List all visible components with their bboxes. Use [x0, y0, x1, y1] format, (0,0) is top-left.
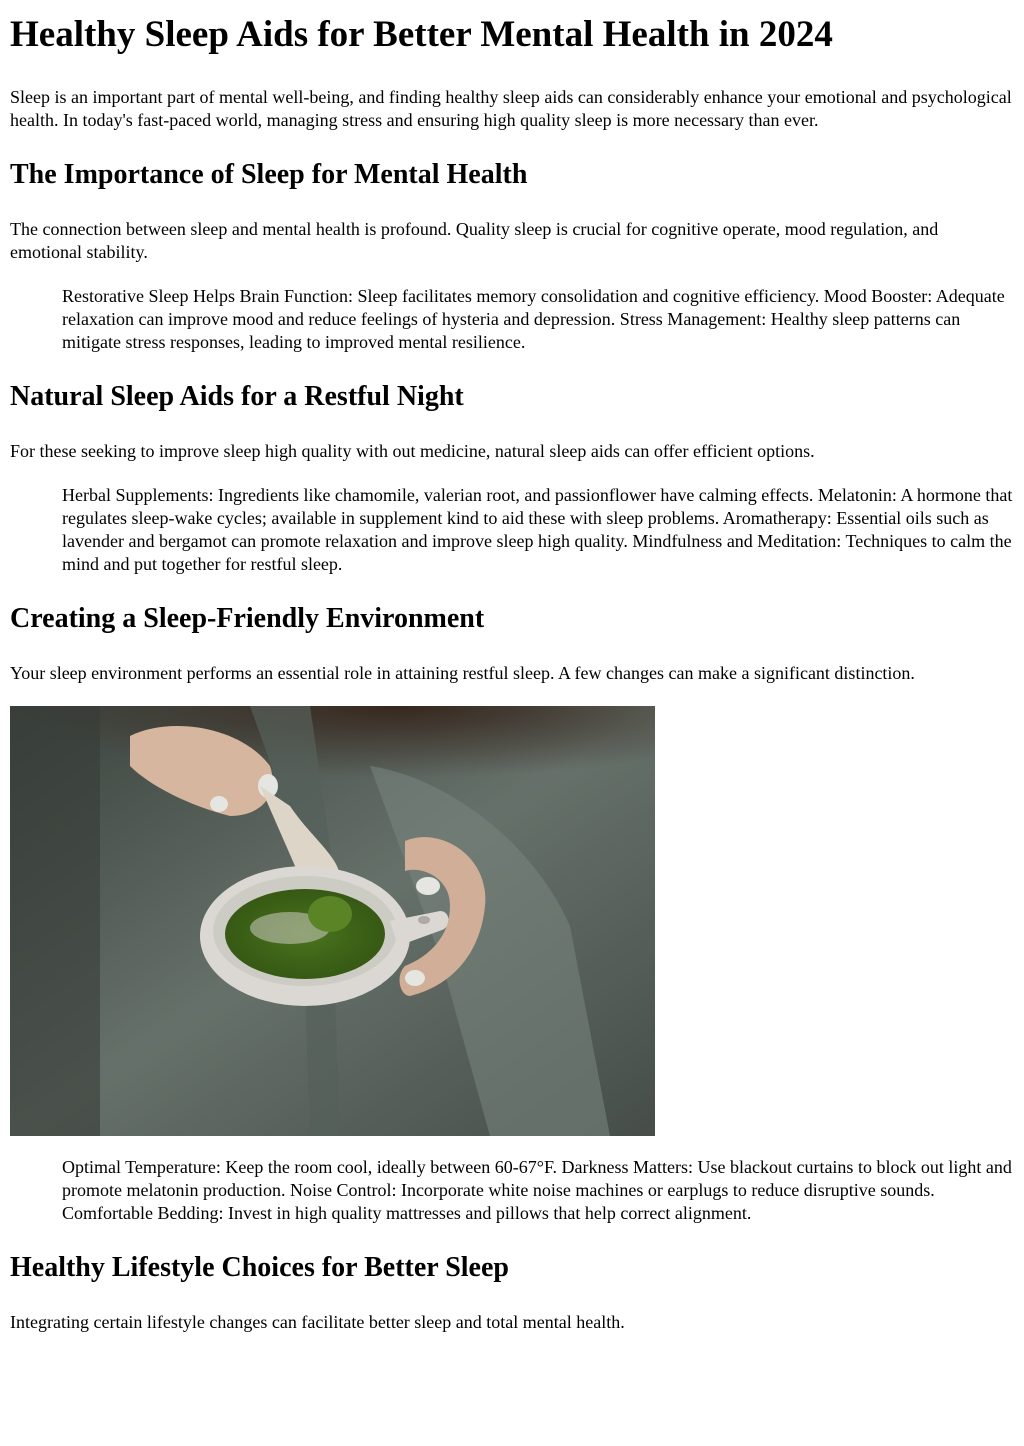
- section-quote-importance: Restorative Sleep Helps Brain Function: Sleep facilitates memory consolidation and cognitive efficiency. Mood Booster: Adequate relaxation can improve mood and reduce feelings of hysteria and depression. Stress Management: Healthy sleep patterns can mitigate stress responses, leading to improved mental resilience.: [62, 286, 1005, 352]
- section-heading-natural-aids: Natural Sleep Aids for a Restful Night: [10, 381, 464, 412]
- section-paragraph-natural-aids: For these seeking to improve sleep high quality with out medicine, natural sleep aids can offer efficient options.: [10, 441, 815, 461]
- section-paragraph-environment: Your sleep environment performs an essential role in attaining restful sleep. A few changes can make a significant distinction.: [10, 663, 915, 683]
- section-paragraph-lifestyle: Integrating certain lifestyle changes can facilitate better sleep and total mental health.: [10, 1312, 625, 1332]
- section-heading-importance: The Importance of Sleep for Mental Health: [10, 159, 528, 190]
- section-quote-natural-aids: Herbal Supplements: Ingredients like chamomile, valerian root, and passionflower have calming effects. Melatonin: A hormone that regulates sleep-wake cycles; available in supplement kind to aid these with sleep problems. Aromatherapy: Essential oils such as lavender and bergamot can promote relaxation and improve sleep high quality. Mindfulness and Meditation: Techniques to calm the mind and put together for restful sleep.: [62, 485, 1013, 574]
- section-quote-environment: Optimal Temperature: Keep the room cool, ideally between 60-67°F. Darkness Matters: Use blackout curtains to block out light and promote melatonin production. Noise Control: Incorporate white noise machines or earplugs to reduce disruptive sounds. Comfortable Bedding: Invest in high quality mattresses and pillows that help correct alignment.: [62, 1157, 1012, 1223]
- matcha-bowl-photo-illustration: [10, 706, 655, 1136]
- section-heading-lifestyle: Healthy Lifestyle Choices for Better Sleep: [10, 1252, 509, 1283]
- article-photo: [10, 706, 655, 1136]
- article-title: Healthy Sleep Aids for Better Mental Health in 2024: [10, 14, 833, 55]
- section-paragraph-importance: The connection between sleep and mental health is profound. Quality sleep is crucial for cognitive operate, mood regulation, and emotional stability.: [10, 219, 939, 262]
- section-heading-environment: Creating a Sleep-Friendly Environment: [10, 603, 485, 634]
- intro-paragraph: Sleep is an important part of mental well-being, and finding healthy sleep aids can considerably enhance your emotional and psychological health. In today's fast-paced world, managing stress and ensuring high quality sleep is more necessary than ever.: [10, 87, 1012, 130]
